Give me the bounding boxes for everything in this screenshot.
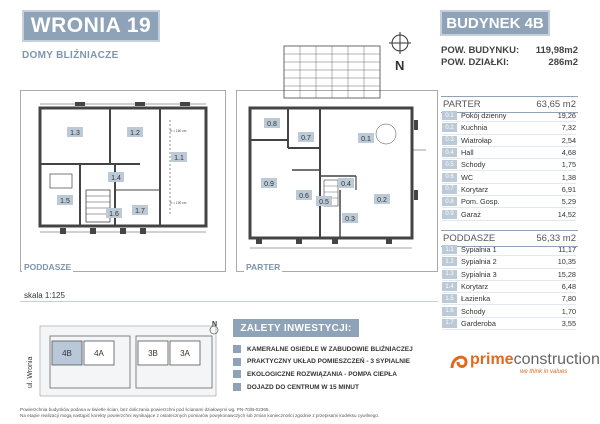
room-row: [442, 208, 576, 220]
street-label: ul. Wronia: [27, 356, 34, 388]
site-map: [22, 316, 222, 402]
building-area-value: 119,98m2: [535, 45, 578, 56]
advantages-title: ZALETY INWESTYCJI:: [233, 319, 359, 337]
room-name: Sypialnia 1: [461, 245, 497, 255]
advantage-item: [233, 343, 413, 356]
room-area: 4,68: [561, 148, 576, 158]
advantage-text: KAMERALNE OSIEDLE W ZABUDOWIE BLIŹNIACZEJ: [247, 345, 413, 353]
plan-room-label: 0.3: [345, 216, 355, 223]
room-number: 0.9: [442, 210, 457, 219]
room-area: 6,91: [561, 184, 576, 194]
room-row: [442, 122, 576, 134]
room-name: Garderoba: [461, 318, 496, 328]
room-row: [442, 318, 576, 330]
brand-name-b: construction: [513, 351, 600, 368]
room-name: Kuchnia: [461, 123, 488, 133]
room-area: 3,55: [561, 318, 576, 328]
room-number: 1.4: [442, 282, 457, 291]
room-name: Korytarz: [461, 184, 489, 194]
height-note-160: H = 160 cm: [170, 129, 187, 133]
room-area: 1,70: [561, 306, 576, 316]
room-row: [442, 281, 576, 293]
room-row: [442, 256, 576, 268]
room-name: Schody: [461, 306, 486, 316]
building-area-row: [441, 45, 578, 56]
room-row: [442, 269, 576, 281]
room-row: [442, 135, 576, 147]
plan-room-label: 0.5: [319, 199, 329, 206]
parter-total: 63,65 m2: [536, 99, 576, 110]
room-name: Pokój dzienny: [461, 111, 507, 121]
brand-logo: [470, 351, 600, 369]
room-name: Pom. Gosp.: [461, 197, 500, 207]
room-name: WC: [461, 172, 474, 182]
site-house-4a: 4A: [94, 349, 104, 358]
brand-tagline: we think in values: [520, 369, 568, 375]
room-row: [442, 184, 576, 196]
plan-room-label: 1.7: [135, 208, 145, 215]
room-number: 0.4: [442, 148, 457, 157]
advantage-item: [233, 368, 413, 381]
plot-area-row: [441, 57, 578, 68]
room-row: [442, 171, 576, 183]
plot-area-label: POW. DZIAŁKI:: [441, 57, 510, 68]
building-title: BUDYNEK 4B: [440, 10, 550, 36]
room-row: [442, 293, 576, 305]
room-area: 7,32: [561, 123, 576, 133]
room-number: 1.7: [442, 319, 457, 328]
room-name: Sypialnia 2: [461, 257, 497, 267]
project-title: WRONIA 19: [22, 10, 160, 42]
room-row: [442, 305, 576, 317]
plan-room-label: 0.4: [341, 181, 351, 188]
bullet-square-icon: [233, 345, 241, 353]
room-row: [442, 196, 576, 208]
brand-logo-icon: [448, 350, 470, 372]
room-area: 1,75: [561, 160, 576, 170]
room-area: 14,52: [557, 209, 576, 219]
advantage-text: DOJAZD DO CENTRUM W 15 MINUT: [247, 383, 359, 391]
poddasze-plan-label: PODDASZE: [24, 262, 72, 272]
room-area: 11,17: [558, 245, 576, 255]
parter-floor-plan: [236, 40, 438, 272]
building-area-label: POW. BUDYNKU:: [441, 45, 520, 56]
project-subtitle: DOMY BLIŹNIACZE: [22, 50, 119, 61]
room-number: 1.6: [442, 307, 457, 316]
plan-room-label: 1.4: [111, 175, 121, 182]
plan-room-label: 1.5: [60, 198, 70, 205]
bullet-square-icon: [233, 370, 241, 378]
divider: [20, 301, 438, 302]
poddasze-room-list: [442, 244, 576, 330]
plan-room-label: 1.3: [70, 130, 80, 137]
plan-room-label: 0.1: [361, 136, 371, 143]
bullet-square-icon: [233, 383, 241, 391]
advantage-text: PRAKTYCZNY UKŁAD POMIESZCZEŃ - 3 SYPIALNIE: [247, 358, 411, 366]
room-number: 0.7: [442, 185, 457, 194]
room-number: 0.8: [442, 197, 457, 206]
room-name: Hall: [461, 148, 474, 158]
parter-room-list: [442, 110, 576, 221]
brand-name-a: prime: [470, 351, 514, 368]
room-row: [442, 110, 576, 122]
room-area: 6,48: [561, 282, 576, 292]
footer-line-2: Na etapie realizacji mogą nastąpić korekty powierzchni wynikające z ostatecznych pomiarów powykonawczych lub zmian konieczności zgodnie z przepisami kodeksu cywilnego.: [20, 413, 380, 418]
plan-room-label: 0.9: [264, 181, 274, 188]
room-name: Wiatrołap: [461, 135, 492, 145]
plan-room-label: 1.1: [174, 155, 184, 162]
footer-disclaimer: [20, 407, 440, 419]
plan-room-label: 0.8: [267, 121, 277, 128]
room-area: 2,54: [561, 135, 576, 145]
room-number: 0.1: [442, 111, 457, 120]
room-row: [442, 159, 576, 171]
site-north-label: N: [212, 321, 218, 328]
room-name: Korytarz: [461, 282, 489, 292]
room-number: 1.3: [442, 270, 457, 279]
room-name: Garaż: [461, 209, 481, 219]
plan-room-label: 1.2: [130, 130, 140, 137]
room-row: [442, 244, 576, 256]
room-area: 7,80: [561, 294, 576, 304]
parter-plan-label: PARTER: [246, 262, 281, 272]
plan-room-label: 1.6: [109, 211, 119, 218]
room-area: 15,28: [557, 269, 576, 279]
compass-label: N: [395, 58, 405, 73]
room-number: 0.3: [442, 136, 457, 145]
site-house-3a: 3A: [180, 349, 190, 358]
parter-section-label: PARTER: [443, 99, 481, 110]
advantages-list: [233, 343, 413, 393]
room-area: 10,35: [557, 257, 576, 267]
plan-room-label: 0.6: [299, 193, 309, 200]
advantage-item: [233, 356, 413, 369]
poddasze-total: 56,33 m2: [536, 233, 576, 244]
room-number: 1.1: [442, 245, 457, 254]
room-number: 0.6: [442, 173, 457, 182]
room-row: [442, 147, 576, 159]
room-number: 1.5: [442, 294, 457, 303]
plan-room-label: 0.2: [377, 197, 387, 204]
room-name: Łazienka: [461, 294, 491, 304]
site-house-3b: 3B: [148, 349, 158, 358]
scale-label: skala 1:125: [24, 291, 65, 300]
bullet-square-icon: [233, 358, 241, 366]
advantage-text: EKOLOGICZNE ROZWIĄZANIA - POMPA CIEPŁA: [247, 370, 397, 378]
plan-room-label: 0.7: [301, 135, 311, 142]
height-note-190: H = 190 cm: [170, 201, 187, 205]
poddasze-floor-plan: [20, 90, 226, 272]
plot-area-value: 286m2: [548, 57, 578, 68]
footer-line-1: Powierzchnia budynków podana w świetle ścian, bez doliczania powierzchni pod ścianami działowymi wg. PN-70/B-02365.: [20, 407, 270, 412]
room-number: 1.2: [442, 257, 457, 266]
room-area: 1,38: [561, 172, 576, 182]
room-area: 5,29: [561, 197, 576, 207]
room-number: 0.2: [442, 123, 457, 132]
site-house-4b: 4B: [62, 349, 72, 358]
room-name: Schody: [461, 160, 486, 170]
poddasze-section-label: PODDASZE: [443, 233, 496, 244]
room-area: 19,26: [557, 111, 576, 121]
advantage-item: [233, 381, 413, 394]
room-number: 0.5: [442, 160, 457, 169]
room-name: Sypialnia 3: [461, 269, 497, 279]
